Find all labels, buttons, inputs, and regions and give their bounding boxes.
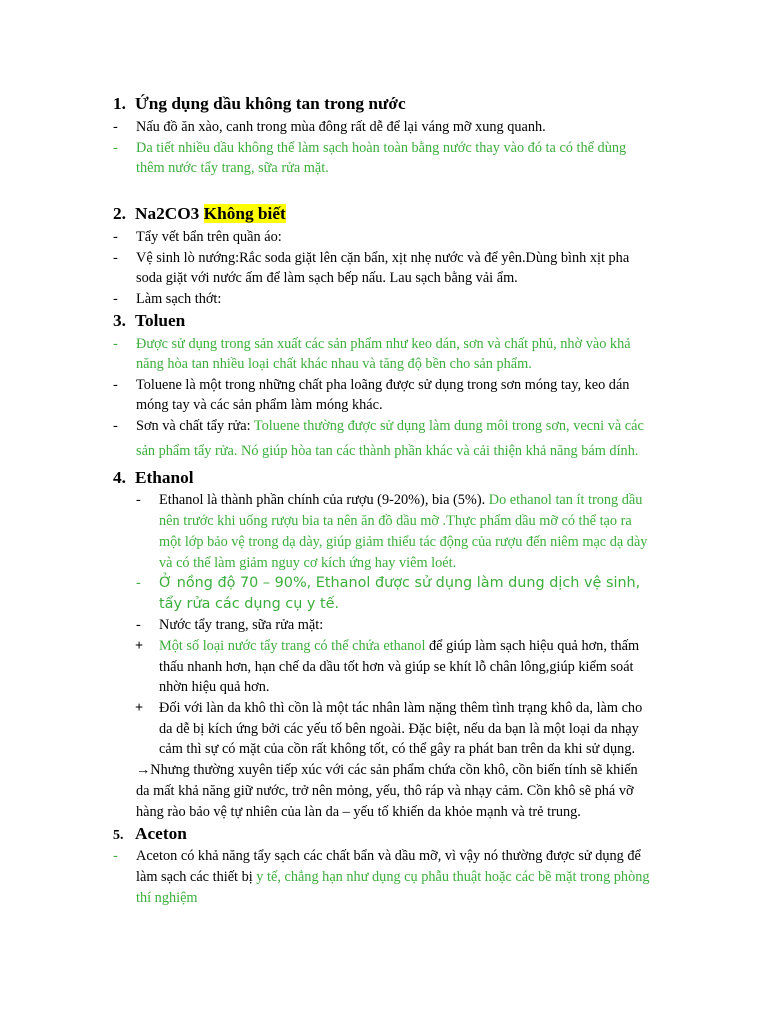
heading-1: 1. Ứng dụng dầu không tan trong nước (113, 94, 406, 113)
heading-1-title: Ứng dụng dầu không tan trong nước (135, 94, 406, 113)
list-item-text: thí nghiệm (136, 890, 198, 906)
list-item-text: thêm nước tẩy trang, sữa rửa mặt. (136, 160, 329, 176)
note-text: hàng rào bảo vệ tự nhiên của làn da – yếu tố khiến da khỏe mạnh và trẻ trung. (136, 804, 581, 820)
list-item-text: Nước tẩy trang, sữa rửa mặt: (159, 617, 324, 633)
list-item-text: Ở nồng độ 70 – 90%, Ethanol được sử dụng làm dung dịch vệ sinh, (159, 575, 641, 591)
heading-3: 3. Toluen (113, 311, 186, 330)
list-item-text: năng hòa tan nhiều loại chất khác nhau và tăng độ bền cho sản phẩm. (136, 356, 532, 372)
list-item-text: Ethanol là thành phần chính của rượu (9-20%), bia (5%). Do ethanol tan ít trong dầu (159, 492, 643, 508)
bullet-marker: - (113, 119, 118, 135)
list-item-text: Tẩy vết bẩn trên quần áo: (136, 229, 282, 245)
list-item-text: Đối với làn da khô thì cồn là một tác nhân làm nặng thêm tình trạng khô da, làm cho (159, 700, 643, 716)
bullet-marker: - (113, 418, 118, 434)
list-item-text: Vệ sinh lò nướng:Rắc soda giặt lên cặn bẩn, xịt nhẹ nước và để yên.Dùng bình xịt pha (136, 250, 630, 266)
bullet-marker: - (113, 229, 118, 245)
note-text: da mất khả năng giữ nước, trở nên mỏng, yếu, thô ráp và nhạy cảm. Cồn khô sẽ phá vỡ (136, 783, 634, 799)
list-item-text: nên trước khi uống rượu bia ta nên ăn đồ dầu mỡ .Thực phẩm dầu mỡ có thể tạo ra (159, 513, 632, 529)
heading-5: 5. Aceton (113, 824, 187, 843)
bullet-marker: - (136, 575, 141, 591)
list-item-text: Da tiết nhiều dầu không thể làm sạch hoàn toàn bằng nước thay vào đó ta có thể dùng (136, 140, 627, 156)
list-item-text: và có thể làm giảm nguy cơ kích ứng hay viêm loét. (159, 555, 457, 571)
list-item-text: một lớp bảo vệ trong dạ dày, giúp giảm thiểu tác động của rượu đến niêm mạc dạ dày (159, 534, 648, 550)
bullet-marker: - (136, 617, 141, 633)
list-item-text: tẩy rửa các dụng cụ y tế. (159, 596, 340, 612)
list-item-text: móng tay và các sản phẩm làm móng khác. (136, 397, 383, 413)
list-item-text: Sơn và chất tẩy rửa: Toluene thường được sử dụng làm dung môi trong sơn, vecni và các (136, 418, 644, 434)
bullet-marker: - (136, 492, 141, 508)
heading-2-title: Na2CO3 (135, 204, 200, 223)
list-item-text: làm sạch các thiết bị y tế, chẳng hạn như dụng cụ phẫu thuật hoặc các bề mặt trong phòng (136, 869, 650, 885)
list-item-text: Được sử dụng trong sản xuất các sản phẩm như keo dán, sơn và chất phủ, nhờ vào khả (136, 336, 631, 352)
arrow-icon: → (136, 762, 151, 778)
bullet-marker: - (113, 336, 118, 352)
list-item-text: Nấu đồ ăn xào, canh trong mùa đông rất dễ để lại váng mỡ xung quanh. (136, 119, 546, 135)
list-item-text: nhờn hiệu quả hơn. (159, 679, 270, 695)
heading-4-title: Ethanol (135, 468, 194, 487)
list-item-text: Aceton có khả năng tẩy sạch các chất bẩn và dầu mỡ, vì vậy nó thường được sử dụng để (136, 848, 641, 864)
bullet-marker: - (113, 291, 118, 307)
plus-marker: + (135, 638, 144, 654)
note-text: →Nhưng thường xuyên tiếp xúc với các sản phẩm chứa cồn khô, cồn biến tính sẽ khiến (136, 762, 638, 778)
highlight-note: Không biết (203, 204, 286, 223)
list-item-text: Toluene là một trong những chất pha loãng được sử dụng trong sơn móng tay, keo dán (136, 377, 630, 393)
list-item-text: Một số loại nước tẩy trang có thể chứa ethanol để giúp làm sạch hiệu quả hơn, thấm (159, 638, 640, 654)
bullet-marker: - (113, 377, 118, 393)
bullet-marker: - (113, 250, 118, 266)
list-item-text: cảm thì sự có mặt của cồn rất không tốt, có thể gây ra phát ban trên da khi sử dụng. (159, 741, 636, 757)
bullet-marker: - (113, 848, 118, 864)
heading-4: 4. Ethanol (113, 468, 194, 487)
heading-3-title: Toluen (135, 311, 186, 330)
list-item-text: thấu nhanh hơn, hạn chế da dầu tốt hơn và giúp se khít lỗ chân lông,giúp kiểm soát (159, 659, 634, 675)
list-item-text: da dễ bị kích ứng bởi các yếu tố bên ngoài. Đặc biệt, nếu da bạn là một loại da nhạy (159, 721, 639, 737)
plus-marker: + (135, 700, 144, 716)
list-item-text: soda giặt với nước ấm để làm sạch bếp nấu. Lau sạch bằng vải ẩm. (136, 270, 518, 286)
heading-5-title: Aceton (135, 824, 187, 843)
list-item-text: Làm sạch thớt: (136, 291, 222, 307)
list-item-text: sản phẩm tẩy rửa. Nó giúp hòa tan các thành phần khác và cải thiện khả năng bám dính. (136, 443, 639, 459)
bullet-marker: - (113, 140, 118, 156)
heading-2: 2. Na2CO3 Không biết (113, 204, 286, 223)
